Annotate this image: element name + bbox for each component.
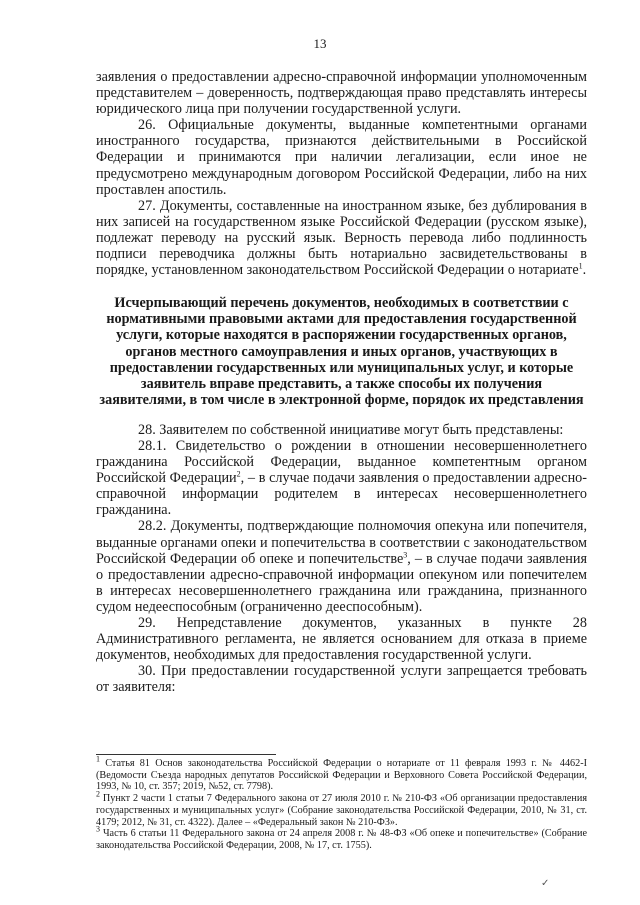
paragraph-27-end: . [582,262,587,279]
footnote-3-text: Часть 6 статьи 11 Федерального закона от 24 апреля 2008 г. № 48-ФЗ «Об опеке и попечительстве» (Собрание законодательства Российской Федерации, 2008, № 17, ст. 1755). [96,828,587,851]
footnote-2-mark: 2 [96,789,100,799]
footnote-1-mark: 1 [96,754,100,764]
section-heading: Исчерпывающий перечень документов, необходимых в соответствии с нормативными правовыми актами для предоставления государственной услуги, которые находятся в распоряжении государственных органов, органов местного самоуправления и иных органов, участвующих в предоставлении государственных или муниципальных услуг, и которые заявитель вправе представить, а также способы их получения заявителями, в том числе в электронной форме, порядок их представления [99,295,584,408]
footnote-ref-3[interactable]: 3 [403,549,408,559]
footnote-3 [96,824,587,851]
paragraph-29: 29. Непредставление документов, указанных в пункте 28 Административного регламента, не является основанием для отказа в приеме документов, необходимых для предоставления государственной услуги. [96,615,587,664]
paragraph-26: 26. Официальные документы, выданные компетентными органами иностранного государства, признаются действительными в Российской Федерации и принимаются при наличии легализации, если иное не предусмотрено международным договором Российской Федерации, либо на них проставлен апостиль. [96,117,587,198]
paragraph-28-1-text-a: 28.1. Свидетельство о рождении в отношении несовершеннолетнего гражданина Российской Федерации, выданное компетентным органом Российской Федерации [96,437,587,487]
paragraph-27-text: 27. Документы, составленные на иностранном языке, без дублирования в них записей на государственном языке Российской Федерации (русском языке), подлежат переводу на русский язык. Верность перевода либо подлинность подписи переводчика должны быть нотариально засвидетельствованы в порядке, установленном законодательством Российской Федерации о нотариате [96,197,587,279]
paragraph-28-1 [96,438,587,518]
page-number: 13 [313,36,327,51]
paragraph-25-continued: заявления о предоставлении адресно-справочной информации уполномоченным представителем – доверенность, подтверждающая право представлять интересы юридического лица при получении государственной услуги. [96,69,587,118]
footnote-2 [96,789,588,828]
paragraph-28-2-text-a: 28.2. Документы, подтверждающие полномочия опекуна или попечителя, выданные органами опеки и попечительства в соответствии с законодательством Российской Федерации об опеке и попечительстве [96,518,587,567]
document-body [96,69,587,695]
footnotes [96,754,588,852]
footnote-ref-1[interactable]: 1 [578,261,583,271]
footnote-1 [96,754,588,793]
paragraph-28-1-text-b: , – в случае подачи заявления о предоставлении адресно-справочной информации родителем в интересах несовершеннолетнего гражданина. [96,470,587,519]
footnote-divider [96,754,276,755]
paragraph-28-2-text-b: , – в случае подачи заявления о предоставлении адресно-справочной информации опекуном или попечителем в интересах несовершеннолетнего гражданина или гражданина, признанного судом недееспособным (ограниченно дееспособным). [96,550,587,615]
check-mark-icon: ✓ [541,878,550,889]
paragraph-28-2 [96,518,587,615]
paragraph-28: 28. Заявителем по собственной инициативе могут быть представлены: [138,421,564,438]
paragraph-27 [96,198,587,278]
footnote-1-text: Статья 81 Основ законодательства Российской Федерации о нотариате от 11 февраля 1993 г. № 4462-I (Ведомости Съезда народных депутатов Российской Федерации и Верховного Совета Российской Федерации, 1993, № 10, ст. 357; 2019, №52, ст. 7798). [96,758,588,793]
footnote-ref-2[interactable]: 2 [236,469,241,479]
paragraph-30: 30. При предоставлении государственной услуги запрещается требовать от заявителя: [96,663,587,696]
footnote-2-text: Пункт 2 части 1 статьи 7 Федерального закона от 27 июля 2010 г. № 210-ФЗ «Об организации предоставления государственных и муниципальных услуг» (Собрание законодательства Российской Федерации, 2010, № 31, ст. 4179; 2012, № 31, ст. 4322). Далее – «Федеральный закон № 210-ФЗ». [96,793,588,828]
footnote-3-mark: 3 [96,824,100,834]
